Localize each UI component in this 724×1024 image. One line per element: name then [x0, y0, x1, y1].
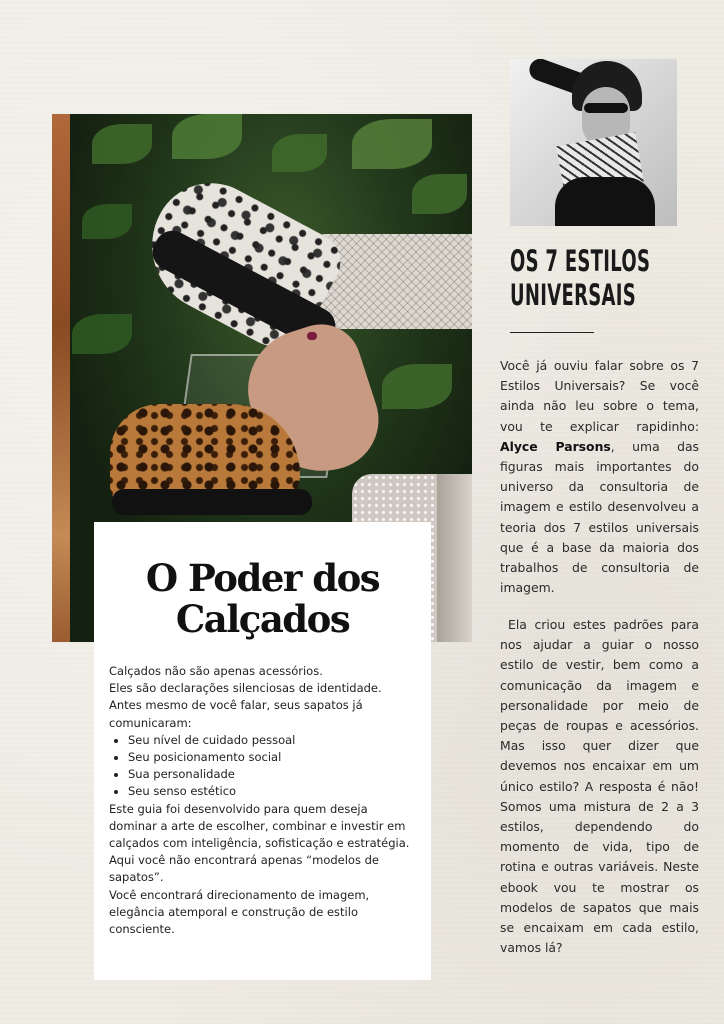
woman-portrait-photo	[510, 59, 677, 226]
intro-text-b: , uma das figuras mais importantes do universo da consultoria de imagem e estilo desenvolveu a teoria dos 7 estilos universais que é a base da maioria dos trabalhos de consultoria de imagem.	[500, 438, 700, 596]
intro-text-a: Você já ouviu falar sobre os 7 Estilos Universais? Se você ainda não leu sobre o tema, vou te explicar rapidinho:	[500, 358, 699, 434]
card-title-line-2: Calçados	[175, 597, 350, 641]
list-item: • Seu nível de cuidado pessoal	[128, 732, 419, 749]
shoe-sole	[112, 489, 312, 515]
list-item: • Sua personalidade	[128, 766, 419, 783]
section-heading	[510, 244, 651, 312]
heading-line-1: OS 7 ESTILOS	[510, 244, 651, 278]
card-intro-3: Antes mesmo de você falar, seus sapatos já comunicaram:	[109, 698, 363, 730]
card-paragraph-1: Este guia foi desenvolvido para quem deseja dominar a arte de escolher, combinar e investir em calçados com inteligência, sofisticação e estratégia.	[109, 801, 410, 851]
card-bullet-list	[109, 732, 419, 801]
card-body	[109, 663, 419, 938]
list-item: • Seu senso estético	[128, 783, 419, 800]
card-paragraph-2: Aqui você não encontrará apenas “modelos de sapatos”.	[109, 853, 379, 885]
card-paragraph-3: Você encontrará direcionamento de imagem, elegância atemporal e construção de estilo consciente.	[109, 887, 370, 937]
list-item: • Seu posicionamento social	[128, 749, 419, 766]
divider	[510, 332, 594, 333]
second-paragraph: Ela criou estes padrões para nos ajudar a guiar o nosso estilo de vestir, bem como a comunicação da imagem e personalidade por meio de peças de roupas e acessórios. Mas isso quer dizer que devemos nos encaixar em um único estilo? A resposta é não! Somos uma mistura de 2 a 3 estilos, dependendo do momento de vida, tipo de rotina e outras variáveis. Neste ebook vou te mostrar os modelos de sapatos que mais se encaixam em cada estilo, vamos lá?	[500, 617, 699, 956]
card-title	[94, 558, 431, 640]
intro-paragraph	[500, 356, 699, 598]
heading-line-2: UNIVERSAIS	[510, 278, 636, 312]
nail	[307, 332, 317, 340]
sleeve-shadow	[437, 474, 472, 642]
card-intro-2: Eles são declarações silenciosas de identidade.	[109, 681, 382, 696]
sunglasses	[584, 103, 628, 113]
card-intro-1: Calçados não são apenas acessórios.	[109, 664, 323, 678]
torso	[555, 177, 655, 226]
card-title-line-1: O Poder dos	[145, 556, 380, 600]
author-name: Alyce Parsons	[500, 438, 611, 454]
photo-edge-decor	[52, 114, 70, 642]
